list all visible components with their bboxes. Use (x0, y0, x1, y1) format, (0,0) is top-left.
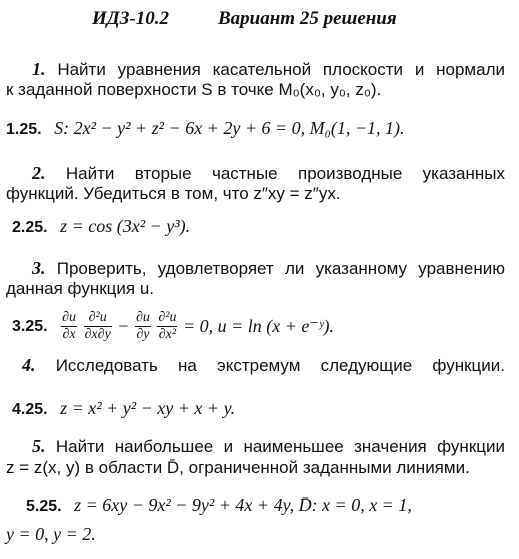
task-2-text-1: Найти вторые частные производные указанных (65, 164, 505, 183)
example-5-25-label: 5.25. (26, 498, 62, 515)
example-2-25 (12, 216, 505, 237)
task-4-statement (22, 355, 505, 376)
example-3-25-tail: = 0, u = ln (x + e⁻ʸ). (182, 316, 334, 336)
example-1-25-expression: S: 2x² − y² + z² − 6x + 2y + 6 = 0, M₀(1, −1, 1). (54, 118, 405, 138)
denominator: ∂x² (158, 327, 177, 342)
example-5-25 (26, 495, 505, 516)
task-2-number: 2. (32, 163, 46, 183)
fraction-du-dx (61, 310, 77, 343)
numerator: ∂²u (84, 310, 112, 327)
task-5-number: 5. (32, 436, 46, 456)
numerator: ∂u (62, 310, 77, 325)
fraction-du-dy (135, 310, 151, 343)
example-3-25-label: 3.25. (12, 317, 48, 335)
example-1-25 (6, 118, 505, 139)
example-2-25-label: 2.25. (12, 219, 48, 236)
minus-sign: − (117, 316, 130, 336)
task-1-number: 1. (32, 59, 46, 79)
fraction-d2u-dxdy (84, 310, 112, 343)
example-3-25 (12, 310, 505, 343)
fraction-d2u-dx2 (157, 310, 177, 343)
task-3-statement-line2: данная функция u. (6, 279, 154, 298)
example-2-25-expression: z = cos (3x² − y³). (60, 216, 191, 236)
example-5-25-expression-cont: y = 0, y = 2. (6, 524, 96, 544)
task-5-text-1: Найти наибольшее и наименьшее значения функции (55, 437, 505, 456)
task-2-statement-line1 (32, 163, 505, 184)
assignment-code: ИДЗ-10.2 (92, 8, 170, 29)
task-1-statement-line2: к заданной поверхности S в точке M₀(x₀, y₀, z₀). (6, 80, 382, 99)
task-4-number: 4. (22, 355, 36, 375)
task-4-text-1: Исследовать на экстремум следующие функции. (55, 356, 505, 375)
task-3-number: 3. (32, 258, 46, 278)
denominator: ∂y (136, 327, 150, 342)
example-4-25-label: 4.25. (12, 401, 48, 418)
numerator: ∂u (135, 310, 150, 325)
task-5-statement-line2: z = z(x, y) в области D̄, ограниченной заданными линиями. (6, 458, 470, 477)
task-1-text-1: Найти уравнения касательной плоскости и нормали (57, 60, 505, 79)
task-3-statement-line1 (32, 258, 505, 279)
task-2-statement-line2: функций. Убедиться в том, что z″xy = z″yx. (6, 184, 341, 203)
example-5-25-continuation (6, 524, 505, 545)
denominator: ∂x (62, 327, 76, 342)
task-1-statement-line1 (32, 59, 505, 80)
task-3-text-1: Проверить, удовлетворяет ли указанному уравнению (56, 259, 505, 278)
example-1-25-label: 1.25. (6, 121, 42, 138)
example-5-25-expression: z = 6xy − 9x² − 9y² + 4x + 4y, D̄: x = 0, x = 1, (74, 495, 412, 515)
task-5-statement-line1 (32, 436, 505, 457)
denominator: ∂x∂y (84, 327, 111, 342)
example-4-25 (12, 398, 505, 419)
example-4-25-expression: z = x² + y² − xy + x + y. (60, 398, 236, 418)
variant-title: Вариант 25 решения (218, 8, 397, 29)
numerator: ∂²u (158, 310, 177, 325)
